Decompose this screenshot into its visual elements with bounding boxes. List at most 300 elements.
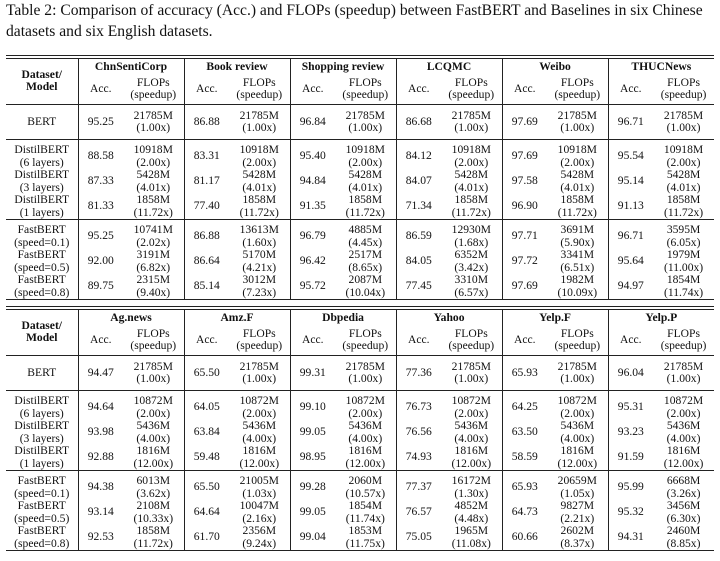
- flops-number: 5170M: [242, 248, 276, 261]
- model-config: (6 layers): [19, 155, 64, 169]
- table-subheader-row: [6, 325, 714, 356]
- flops-value: [653, 525, 714, 551]
- speedup-number: (1.00x): [454, 121, 489, 134]
- flops-value: [123, 391, 184, 421]
- flops-number: 6352M: [454, 248, 489, 261]
- flops-value: [229, 274, 290, 300]
- flops-number: 21785M: [663, 359, 704, 373]
- speedup-number: (1.05x): [560, 486, 595, 500]
- speedup-number: (11.72x): [133, 536, 173, 550]
- flops-number: 1816M: [560, 444, 595, 457]
- flops-value: [441, 420, 502, 445]
- flops-number: 2060M: [348, 474, 383, 487]
- speedup-label: (speedup): [448, 339, 495, 352]
- flops-number: 1979M: [666, 248, 701, 261]
- acc-value: 95.31: [608, 391, 653, 421]
- acc-value: 64.05: [184, 391, 229, 421]
- flops-value: [441, 274, 502, 300]
- dataset-model-header: [6, 309, 78, 356]
- speedup-number: (4.01x): [666, 180, 701, 194]
- model-label: DistilBERT: [14, 394, 70, 407]
- acc-value: 84.07: [396, 169, 441, 194]
- flops-value: [335, 420, 396, 445]
- acc-value: 74.93: [396, 445, 441, 471]
- table-header-row: [6, 58, 714, 74]
- table-subheader-row: [6, 74, 714, 105]
- acc-value: 96.79: [290, 220, 335, 250]
- speedup-number: (11.72x): [133, 205, 173, 219]
- flops-number: 2108M: [136, 499, 170, 512]
- flops-value: [653, 471, 714, 501]
- flops-number: 5436M: [666, 419, 701, 432]
- acc-value: 61.70: [184, 525, 229, 551]
- acc-value: 77.37: [396, 471, 441, 501]
- acc-value: 91.59: [608, 445, 653, 471]
- flops-number: 10872M: [345, 394, 385, 407]
- model-name: [6, 105, 78, 140]
- speedup-number: (1.00x): [136, 372, 171, 385]
- flops-number: 21785M: [451, 108, 491, 122]
- flops-header: [335, 325, 396, 356]
- speedup-number: (4.00x): [348, 431, 383, 445]
- flops-value: [229, 169, 290, 194]
- acc-header: Acc.: [396, 325, 441, 356]
- speedup-number: (12.00x): [345, 456, 386, 470]
- results-table-english: [6, 309, 714, 551]
- flops-number: 1858M: [136, 524, 170, 537]
- acc-value: 96.71: [608, 105, 653, 140]
- acc-header: Acc.: [396, 74, 441, 105]
- flops-number: 21785M: [663, 108, 704, 122]
- acc-value: 77.36: [396, 356, 441, 391]
- table-row: [6, 274, 714, 300]
- speedup-number: (9.24x): [242, 536, 277, 550]
- acc-header: Acc.: [502, 74, 547, 105]
- flops-number: 1982M: [560, 273, 595, 286]
- flops-number: 1858M: [242, 193, 276, 206]
- dataset-name: Amz.F: [184, 309, 290, 325]
- speedup-number: (1.00x): [136, 121, 171, 134]
- flops-value: [229, 500, 290, 525]
- flops-value: [123, 140, 184, 170]
- flops-value: [547, 140, 608, 170]
- model-label: FastBERT: [17, 223, 66, 236]
- flops-number: 5428M: [454, 168, 489, 181]
- flops-value: [123, 420, 184, 445]
- flops-value: [653, 140, 714, 170]
- speedup-label: (speedup): [130, 88, 177, 101]
- acc-value: 92.53: [78, 525, 123, 551]
- speedup-number: (2.00x): [136, 406, 171, 420]
- acc-value: 86.64: [184, 249, 229, 274]
- speedup-number: (6.30x): [666, 511, 701, 525]
- acc-value: 98.95: [290, 445, 335, 471]
- flops-number: 1858M: [136, 193, 170, 206]
- acc-value: 76.56: [396, 420, 441, 445]
- model-label: DistilBERT: [14, 193, 70, 206]
- acc-value: 95.64: [608, 249, 653, 274]
- table-row: [6, 356, 714, 391]
- flops-number: 1854M: [666, 273, 701, 286]
- flops-number: 5428M: [666, 168, 701, 181]
- acc-value: 96.42: [290, 249, 335, 274]
- acc-value: 86.88: [184, 105, 229, 140]
- acc-value: 65.93: [502, 471, 547, 501]
- model-name: [6, 525, 78, 551]
- acc-value: 89.75: [78, 274, 123, 300]
- flops-value: [547, 105, 608, 140]
- table-row: [6, 220, 714, 250]
- table-row: [6, 391, 714, 421]
- acc-value: 64.73: [502, 500, 547, 525]
- speedup-number: (4.01x): [242, 180, 277, 194]
- speedup-label: (speedup): [342, 88, 389, 101]
- speedup-number: (12.00x): [557, 456, 598, 470]
- speedup-number: (4.48x): [454, 511, 489, 525]
- speedup-number: (8.85x): [666, 536, 701, 550]
- flops-value: [441, 194, 502, 220]
- flops-value: [123, 220, 184, 250]
- flops-number: 20659M: [557, 474, 597, 487]
- model-name: [6, 500, 78, 525]
- flops-number: 1854M: [348, 499, 383, 512]
- flops-number: 2087M: [348, 273, 383, 286]
- flops-value: [441, 445, 502, 471]
- acc-value: 86.59: [396, 220, 441, 250]
- acc-value: 95.72: [290, 274, 335, 300]
- speedup-number: (2.00x): [560, 406, 595, 420]
- flops-number: 12930M: [451, 223, 491, 236]
- flops-number: 6013M: [136, 474, 170, 487]
- acc-value: 87.33: [78, 169, 123, 194]
- model-name: [6, 420, 78, 445]
- model-label: FastBERT: [17, 474, 66, 487]
- flops-number: 1858M: [666, 193, 701, 206]
- speedup-number: (10.09x): [557, 285, 598, 299]
- acc-value: 92.88: [78, 445, 123, 471]
- flops-number: 21785M: [133, 359, 173, 373]
- model-name: [6, 391, 78, 421]
- flops-value: [229, 525, 290, 551]
- model-label: DistilBERT: [14, 143, 70, 156]
- flops-label: FLOPs: [454, 326, 488, 340]
- flops-value: [123, 471, 184, 501]
- speedup-label: (speedup): [236, 339, 283, 352]
- dataset-label: Dataset/: [21, 67, 63, 81]
- table-header-row: [6, 309, 714, 325]
- dataset-name: Shopping review: [290, 58, 396, 74]
- flops-value: [335, 169, 396, 194]
- flops-number: 10872M: [239, 394, 279, 407]
- acc-value: 92.00: [78, 249, 123, 274]
- flops-number: 2517M: [348, 248, 383, 261]
- model-label: DistilBERT: [14, 444, 70, 457]
- speedup-label: (speedup): [236, 88, 283, 101]
- acc-header: Acc.: [78, 325, 123, 356]
- flops-number: 5428M: [136, 168, 170, 181]
- model-name: [6, 220, 78, 250]
- speedup-number: (11.74x): [663, 285, 704, 299]
- flops-value: [123, 194, 184, 220]
- table-row: [6, 525, 714, 551]
- flops-value: [123, 105, 184, 140]
- speedup-number: (1.00x): [348, 372, 383, 385]
- acc-value: 97.69: [502, 105, 547, 140]
- dataset-name: Yelp.P: [608, 309, 714, 325]
- acc-value: 76.57: [396, 500, 441, 525]
- acc-value: 64.64: [184, 500, 229, 525]
- speedup-number: (3.26x): [666, 486, 701, 500]
- flops-value: [123, 356, 184, 391]
- model-label: FastBERT: [17, 273, 66, 286]
- flops-label: FLOPs: [560, 75, 594, 89]
- flops-value: [653, 420, 714, 445]
- speedup-number: (2.00x): [348, 155, 383, 169]
- speedup-number: (1.00x): [242, 121, 277, 134]
- flops-value: [653, 356, 714, 391]
- acc-value: 93.23: [608, 420, 653, 445]
- speedup-number: (1.60x): [242, 235, 277, 249]
- acc-header: Acc.: [184, 74, 229, 105]
- flops-number: 3456M: [666, 499, 701, 512]
- speedup-number: (11.08x): [451, 536, 491, 550]
- acc-value: 60.66: [502, 525, 547, 551]
- flops-value: [547, 356, 608, 391]
- speedup-number: (2.00x): [136, 155, 171, 169]
- flops-value: [653, 194, 714, 220]
- flops-value: [547, 274, 608, 300]
- model-label: BERT: [27, 365, 57, 379]
- model-name: [6, 169, 78, 194]
- flops-value: [547, 445, 608, 471]
- acc-value: 83.31: [184, 140, 229, 170]
- flops-number: 21785M: [557, 359, 597, 373]
- flops-value: [335, 525, 396, 551]
- speedup-number: (1.68x): [454, 235, 489, 249]
- flops-value: [653, 391, 714, 421]
- acc-value: 99.31: [290, 356, 335, 391]
- flops-value: [653, 274, 714, 300]
- speedup-number: (2.00x): [242, 155, 277, 169]
- flops-value: [229, 445, 290, 471]
- speedup-label: (speedup): [342, 339, 389, 352]
- speedup-number: (4.00x): [454, 431, 489, 445]
- speedup-number: (2.00x): [666, 406, 701, 420]
- speedup-number: (11.75x): [345, 536, 385, 550]
- flops-header: [441, 74, 502, 105]
- flops-label: FLOPs: [667, 326, 700, 340]
- acc-value: 99.04: [290, 525, 335, 551]
- flops-value: [123, 169, 184, 194]
- acc-value: 65.50: [184, 471, 229, 501]
- speedup-number: (11.72x): [451, 205, 491, 219]
- speedup-number: (2.00x): [666, 155, 701, 169]
- speedup-number: (4.01x): [348, 180, 383, 194]
- flops-number: 21785M: [133, 108, 173, 122]
- acc-value: 93.98: [78, 420, 123, 445]
- speedup-label: (speedup): [554, 88, 601, 101]
- flops-value: [547, 420, 608, 445]
- flops-value: [229, 420, 290, 445]
- flops-number: 1858M: [348, 193, 383, 206]
- flops-number: 1853M: [348, 524, 383, 537]
- flops-number: 5436M: [242, 419, 277, 432]
- model-config: (1 layers): [19, 205, 64, 219]
- flops-header: [229, 74, 290, 105]
- flops-value: [441, 140, 502, 170]
- flops-number: 4885M: [348, 223, 383, 236]
- model-label: FastBERT: [17, 524, 66, 537]
- model-name: [6, 445, 78, 471]
- acc-value: 94.47: [78, 356, 123, 391]
- acc-value: 63.84: [184, 420, 229, 445]
- flops-number: 13613M: [239, 223, 279, 236]
- flops-value: [441, 500, 502, 525]
- flops-number: 2460M: [666, 524, 701, 537]
- speedup-number: (2.00x): [560, 155, 595, 169]
- acc-header: Acc.: [184, 325, 229, 356]
- model-name: [6, 249, 78, 274]
- flops-value: [335, 220, 396, 250]
- flops-number: 10918M: [133, 143, 173, 156]
- acc-value: 95.54: [608, 140, 653, 170]
- acc-value: 95.25: [78, 105, 123, 140]
- acc-value: 95.14: [608, 169, 653, 194]
- flops-value: [229, 105, 290, 140]
- flops-value: [229, 194, 290, 220]
- caption-line-1: Table 2: Comparison of accuracy (Acc.) and FLOPs (speedup) between FastBERT and Baselines in six Chinese: [6, 2, 703, 19]
- speedup-number: (10.33x): [133, 511, 174, 525]
- flops-label: FLOPs: [136, 326, 170, 340]
- acc-value: 63.50: [502, 420, 547, 445]
- acc-value: 91.13: [608, 194, 653, 220]
- acc-value: 85.14: [184, 274, 229, 300]
- flops-number: 1965M: [454, 524, 489, 537]
- model-name: [6, 274, 78, 300]
- flops-number: 1816M: [454, 444, 489, 457]
- model-label: DistilBERT: [14, 419, 70, 432]
- dataset-label: Dataset/: [21, 318, 63, 332]
- acc-value: 95.32: [608, 500, 653, 525]
- table-row: [6, 420, 714, 445]
- flops-number: 21785M: [451, 359, 491, 373]
- flops-value: [335, 471, 396, 501]
- flops-value: [441, 356, 502, 391]
- speedup-number: (6.05x): [666, 235, 701, 249]
- model-config: (speed=0.1): [14, 486, 70, 500]
- flops-value: [229, 471, 290, 501]
- speedup-number: (12.00x): [451, 456, 492, 470]
- flops-value: [441, 249, 502, 274]
- model-name: [6, 194, 78, 220]
- acc-value: 59.48: [184, 445, 229, 471]
- speedup-number: (2.21x): [560, 511, 595, 525]
- flops-number: 1858M: [560, 193, 595, 206]
- acc-value: 86.68: [396, 105, 441, 140]
- flops-value: [653, 220, 714, 250]
- acc-value: 95.40: [290, 140, 335, 170]
- model-label: BERT: [27, 114, 57, 128]
- flops-value: [123, 525, 184, 551]
- acc-value: 99.05: [290, 500, 335, 525]
- acc-value: 88.58: [78, 140, 123, 170]
- flops-value: [229, 220, 290, 250]
- acc-value: 84.05: [396, 249, 441, 274]
- flops-number: 10918M: [451, 143, 491, 156]
- acc-value: 97.72: [502, 249, 547, 274]
- speedup-number: (11.72x): [345, 205, 385, 219]
- model-config: (6 layers): [19, 406, 64, 420]
- flops-number: 1816M: [348, 444, 383, 457]
- flops-label: FLOPs: [242, 75, 276, 89]
- acc-value: 96.04: [608, 356, 653, 391]
- flops-label: FLOPs: [348, 75, 382, 89]
- speedup-number: (12.00x): [663, 456, 704, 470]
- flops-value: [547, 391, 608, 421]
- acc-value: 76.73: [396, 391, 441, 421]
- speedup-number: (6.51x): [560, 260, 595, 274]
- table-caption: [6, 0, 720, 42]
- acc-value: 94.38: [78, 471, 123, 501]
- speedup-number: (4.01x): [454, 180, 489, 194]
- model-config: (speed=0.1): [14, 235, 70, 249]
- flops-value: [547, 194, 608, 220]
- flops-number: 1858M: [454, 193, 489, 206]
- acc-value: 81.17: [184, 169, 229, 194]
- flops-value: [547, 169, 608, 194]
- speedup-number: (11.00x): [663, 260, 704, 274]
- flops-value: [441, 169, 502, 194]
- acc-value: 94.84: [290, 169, 335, 194]
- flops-value: [229, 140, 290, 170]
- speedup-number: (7.23x): [242, 285, 277, 299]
- flops-number: 21005M: [239, 474, 279, 487]
- model-label: FastBERT: [17, 499, 66, 512]
- speedup-number: (8.37x): [560, 536, 595, 550]
- flops-value: [335, 140, 396, 170]
- acc-value: 95.99: [608, 471, 653, 501]
- flops-number: 5436M: [348, 419, 383, 432]
- model-label: FastBERT: [17, 248, 66, 261]
- flops-label: FLOPs: [667, 75, 700, 89]
- speedup-number: (4.21x): [242, 260, 277, 274]
- model-config: (3 layers): [19, 431, 64, 445]
- flops-number: 21785M: [239, 108, 279, 122]
- acc-value: 65.50: [184, 356, 229, 391]
- model-config: (speed=0.8): [14, 285, 70, 299]
- flops-header: [441, 325, 502, 356]
- flops-value: [335, 356, 396, 391]
- model-label: DistilBERT: [14, 168, 70, 181]
- flops-number: 5436M: [560, 419, 595, 432]
- acc-value: 95.25: [78, 220, 123, 250]
- dataset-name: Ag.news: [78, 309, 184, 325]
- acc-value: 96.71: [608, 220, 653, 250]
- flops-number: 10918M: [663, 143, 704, 156]
- flops-number: 6668M: [666, 474, 701, 487]
- speedup-number: (10.04x): [345, 285, 386, 299]
- speedup-number: (2.00x): [242, 406, 277, 420]
- speedup-number: (4.00x): [560, 431, 595, 445]
- dataset-name: LCQMC: [396, 58, 502, 74]
- acc-value: 99.28: [290, 471, 335, 501]
- acc-value: 77.45: [396, 274, 441, 300]
- results-table-chinese: [6, 58, 714, 300]
- speedup-number: (3.62x): [136, 486, 171, 500]
- model-config: (1 layers): [19, 456, 64, 470]
- model-label: Model: [25, 80, 58, 93]
- speedup-number: (3.42x): [454, 260, 489, 274]
